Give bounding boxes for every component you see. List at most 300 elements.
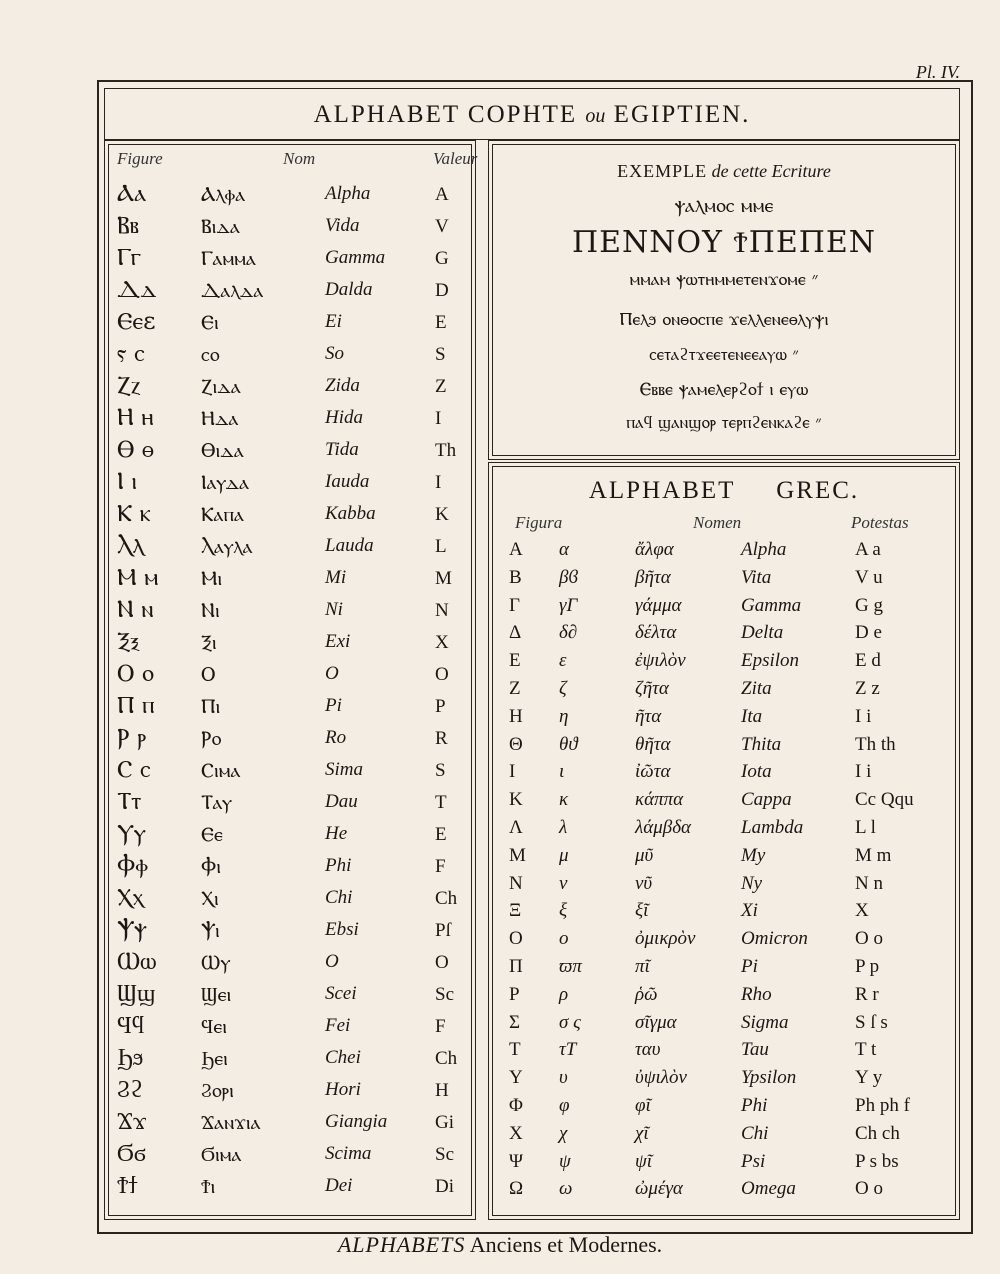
coptic-latin-name: Ro — [325, 727, 347, 748]
greek-name: ὀμικρὸν — [635, 928, 696, 950]
greek-potestas: L l — [855, 817, 876, 838]
coptic-value: D — [435, 280, 449, 301]
greek-minuscule: ε — [559, 650, 567, 672]
coptic-latin-name: He — [325, 823, 348, 844]
coptic-value: A — [435, 184, 449, 205]
coptic-figure: Ⲥ ⲥ — [117, 755, 151, 783]
coptic-name: Ⲫⲓ — [201, 854, 221, 878]
coptic-latin-name: Exi — [325, 631, 351, 652]
coptic-value: X — [435, 632, 449, 653]
coptic-row — [105, 339, 475, 371]
coptic-row — [105, 723, 475, 755]
coptic-figure: Ⲉⲉε — [117, 307, 156, 335]
coptic-row — [105, 691, 475, 723]
greek-name: πῖ — [635, 956, 650, 977]
greek-name: ψῖ — [635, 1150, 653, 1172]
greek-capital: Ψ — [509, 1150, 524, 1172]
coptic-value: Sc — [435, 984, 454, 1005]
greek-name: ὐψιλὸν — [635, 1067, 687, 1089]
coptic-name: Ⲱⲩ — [201, 950, 231, 974]
greek-capital: Ν — [509, 872, 523, 894]
coptic-row — [105, 627, 475, 659]
greek-latin-name: Ypsilon — [741, 1067, 797, 1089]
greek-capital: Σ — [509, 1011, 521, 1033]
greek-potestas: S ſ s — [855, 1011, 888, 1033]
greek-latin-name: Delta — [741, 622, 784, 644]
coptic-row — [105, 755, 475, 787]
coptic-latin-name: Hori — [325, 1079, 361, 1100]
coptic-figure: Ⲃⲃ — [117, 211, 139, 239]
greek-latin-name: Cappa — [741, 789, 792, 811]
coptic-row — [105, 275, 475, 307]
coptic-latin-name: Vida — [325, 215, 360, 236]
coptic-figure: Ϥϥ — [117, 1011, 145, 1039]
greek-name: ἐψιλὸν — [635, 650, 686, 672]
greek-minuscule: κ — [559, 789, 569, 811]
greek-latin-name: Rho — [741, 983, 772, 1005]
coptic-value: E — [435, 312, 447, 333]
title-rest: EGIPTIEN. — [613, 101, 751, 128]
greek-name: γάμμα — [635, 594, 682, 616]
coptic-value: I — [435, 472, 442, 493]
greek-latin-name: Zita — [741, 678, 772, 699]
greek-minuscule: γΓ — [559, 594, 578, 616]
coptic-latin-name: Scima — [325, 1143, 372, 1164]
greek-latin-name: Lambda — [741, 817, 804, 838]
coptic-value: T — [435, 792, 447, 813]
example-line-6: Ⲉⲃⲃⲉ ⲯⲁⲙⲉⲗⲉⲣϩⲟϯ ⲓ ⲉⲩⲱ — [639, 379, 809, 400]
coptic-value: H — [435, 1080, 449, 1101]
coptic-header-nom: Nom — [283, 149, 316, 168]
coptic-figure: Ϧϧ — [117, 1043, 144, 1071]
greek-capital: Υ — [509, 1067, 523, 1089]
greek-capital: Ι — [509, 761, 516, 783]
coptic-figure: Ⲕ ⲕ — [117, 499, 151, 527]
greek-name: λάμβδα — [635, 817, 692, 838]
coptic-row — [105, 499, 475, 531]
greek-latin-name: Vita — [741, 566, 772, 588]
coptic-name: Ⲭⲓ — [201, 886, 219, 910]
coptic-name: Ⲙⲓ — [201, 566, 223, 590]
greek-potestas: Ch ch — [855, 1122, 900, 1144]
coptic-figure: Ⲏ ⲏ — [117, 403, 154, 431]
greek-minuscule: η — [559, 705, 569, 727]
greek-minuscule: δ∂ — [559, 622, 578, 644]
greek-latin-name: My — [741, 844, 766, 866]
greek-name: φῖ — [635, 1095, 651, 1116]
coptic-figure: Ⲟ ⲟ — [117, 659, 154, 687]
coptic-latin-name: Chi — [325, 887, 353, 908]
coptic-name: Ⲣⲟ — [201, 726, 222, 750]
greek-potestas: D e — [855, 622, 882, 644]
coptic-name: Ⲁⲗⲫⲁ — [201, 182, 246, 206]
coptic-name: Ⲛⲓ — [201, 598, 220, 622]
coptic-name: Ⲥⲓⲙⲁ — [201, 758, 241, 782]
greek-minuscule: ξ — [559, 900, 568, 922]
coptic-value: Di — [435, 1176, 454, 1197]
coptic-figure: Ⲗⲗ — [117, 531, 144, 559]
greek-potestas: O o — [855, 928, 883, 950]
coptic-latin-name: Lauda — [325, 535, 374, 556]
coptic-name: Ⲝⲓ — [201, 630, 217, 654]
greek-capital: Λ — [509, 817, 523, 838]
greek-latin-name: Tau — [741, 1039, 769, 1061]
coptic-latin-name: Zida — [325, 375, 360, 396]
coptic-name: Ⲍⲓⲇⲁ — [201, 374, 241, 398]
coptic-figure: Ϩϩ — [117, 1075, 144, 1103]
coptic-name: Ⲕⲁⲡⲁ — [201, 502, 244, 526]
coptic-row — [105, 211, 475, 243]
coptic-figure: Ⲛ ⲛ — [117, 595, 154, 623]
coptic-name: Ⲉⲓ — [201, 310, 219, 334]
coptic-value: Gi — [435, 1112, 454, 1133]
greek-latin-name: Epsilon — [741, 650, 800, 672]
greek-name: ὠμέγα — [635, 1178, 683, 1200]
coptic-row — [105, 883, 475, 915]
greek-potestas: R r — [855, 983, 879, 1005]
greek-name: βῆτα — [635, 566, 671, 588]
greek-potestas: E d — [855, 650, 881, 672]
coptic-row — [105, 1011, 475, 1043]
title-main: ALPHABET COPHTE — [313, 101, 578, 128]
coptic-row — [105, 307, 475, 339]
greek-minuscule: α — [559, 539, 569, 560]
greek-minuscule: χ — [559, 1122, 568, 1144]
greek-minuscule: ι — [559, 761, 565, 783]
coptic-row — [105, 851, 475, 883]
coptic-value: I — [435, 408, 442, 429]
coptic-value: M — [435, 568, 452, 589]
coptic-panel — [104, 140, 476, 1220]
greek-potestas: Cc Qqu — [855, 789, 914, 811]
coptic-figure: Ⲅⲅ — [117, 243, 142, 271]
greek-name: ἄλφα — [635, 539, 674, 560]
greek-potestas: A a — [855, 539, 881, 560]
coptic-figure: Ⲩⲩ — [117, 819, 146, 847]
coptic-figure: Ⲓ ⲓ — [117, 467, 138, 495]
greek-potestas: P s bs — [855, 1150, 899, 1172]
coptic-figure: Ϫϫ — [117, 1107, 147, 1135]
footer-b: Anciens et Modernes. — [469, 1232, 663, 1257]
coptic-figure: Ϭϭ — [117, 1139, 146, 1167]
greek-header-potestas: Potestas — [851, 513, 909, 532]
greek-name: ἰῶτα — [635, 761, 671, 783]
coptic-latin-name: Tida — [325, 439, 359, 460]
greek-name: δέλτα — [635, 622, 677, 644]
greek-capital: Π — [509, 956, 523, 977]
coptic-value: V — [435, 216, 449, 237]
greek-minuscule: ϖπ — [559, 956, 582, 977]
greek-capital: Ρ — [509, 983, 520, 1005]
greek-latin-name: Ita — [741, 705, 763, 727]
greek-header-figura: Figura — [515, 513, 563, 532]
coptic-name: Ⲉⲉ — [201, 822, 223, 846]
coptic-figure: Ⲣ ⲣ — [117, 723, 147, 751]
greek-potestas: M m — [855, 844, 892, 866]
greek-capital: Δ — [509, 622, 522, 644]
greek-latin-name: Chi — [741, 1122, 769, 1144]
example-line-1: ⲯⲁⲗⲙⲟⲥ ⲙⲙⲉ — [674, 193, 774, 217]
greek-latin-name: Omicron — [741, 928, 808, 950]
greek-name: ταυ — [635, 1039, 661, 1061]
greek-latin-name: Sigma — [741, 1011, 789, 1033]
coptic-figure: Ⲧⲧ — [117, 787, 142, 815]
greek-capital: Χ — [509, 1122, 523, 1144]
greek-potestas: O o — [855, 1178, 883, 1200]
coptic-name: Ⲅⲁⲙⲙⲁ — [201, 246, 256, 270]
greek-minuscule: ν — [559, 872, 568, 894]
coptic-row — [105, 947, 475, 979]
coptic-name: Ϯⲓ — [201, 1174, 216, 1198]
coptic-name: Ϧⲉⲓ — [201, 1046, 228, 1070]
coptic-value: O — [435, 664, 449, 685]
coptic-figure: Ϯϯ — [117, 1171, 138, 1199]
coptic-latin-name: Mi — [325, 567, 347, 588]
coptic-figure: ⲋ ⲥ — [117, 339, 145, 367]
example-line-2: ΠΕΝΝΟΥ ϮΠΕΠΕΝ — [571, 225, 877, 260]
coptic-value: G — [435, 248, 449, 269]
coptic-row — [105, 467, 475, 499]
coptic-figure: Ⲭⲭ — [117, 883, 144, 911]
greek-latin-name: Alpha — [741, 539, 787, 560]
coptic-value: S — [435, 760, 446, 781]
coptic-value: P — [435, 696, 446, 717]
coptic-figure: Ⲡ ⲡ — [117, 691, 155, 719]
greek-potestas: Ph ph f — [855, 1095, 910, 1116]
coptic-name: Ⲓⲁⲩⲇⲁ — [201, 470, 250, 494]
coptic-latin-name: So — [325, 343, 344, 364]
coptic-latin-name: Ebsi — [325, 919, 359, 940]
coptic-row — [105, 1043, 475, 1075]
coptic-latin-name: Ni — [325, 599, 343, 620]
example-panel — [488, 140, 960, 460]
coptic-row — [105, 979, 475, 1011]
greek-row — [489, 1178, 959, 1210]
greek-name: σῖγμα — [635, 1011, 677, 1033]
greek-capital: Γ — [509, 594, 520, 616]
greek-potestas: X — [855, 900, 869, 922]
coptic-name: Ⲡⲓ — [201, 694, 221, 718]
coptic-name: Ⲟ — [201, 662, 216, 686]
coptic-name: Ⲏⲇⲁ — [201, 406, 239, 430]
greek-minuscule: βϐ — [559, 566, 578, 588]
greek-potestas: N n — [855, 872, 883, 894]
title-ou: ou — [585, 105, 606, 127]
greek-capital: Ζ — [509, 678, 521, 699]
greek-capital: Β — [509, 566, 522, 588]
greek-name: ξῖ — [635, 900, 649, 922]
coptic-latin-name: Sima — [325, 759, 363, 780]
coptic-figure: Ⲁⲁ — [117, 179, 147, 207]
coptic-latin-name: Chei — [325, 1047, 361, 1068]
coptic-name: Ϩⲟⲣⲓ — [201, 1078, 234, 1102]
coptic-value: Th — [435, 440, 457, 461]
coptic-name: Ⲑⲓⲇⲁ — [201, 438, 244, 462]
coptic-title — [104, 88, 960, 140]
coptic-latin-name: Kabba — [325, 503, 376, 524]
greek-name: κάππα — [635, 789, 684, 811]
coptic-figure: Ⲙ ⲙ — [117, 563, 159, 591]
greek-minuscule: υ — [559, 1067, 568, 1089]
greek-capital: Μ — [509, 844, 526, 866]
coptic-value: F — [435, 856, 446, 877]
greek-panel — [488, 462, 960, 1220]
coptic-value: S — [435, 344, 446, 365]
coptic-header-valeur: Valeur — [433, 149, 478, 168]
greek-capital: Τ — [509, 1039, 521, 1061]
plate-number: Pl. IV. — [915, 62, 960, 82]
greek-potestas: Y y — [855, 1067, 883, 1089]
coptic-figure: Ⲫⲫ — [117, 851, 149, 879]
coptic-figure: Ⲝⲝ — [117, 627, 140, 655]
coptic-latin-name: Dalda — [325, 279, 373, 300]
coptic-figure: Ⲇⲇ — [117, 275, 157, 303]
greek-capital: Ε — [509, 650, 521, 672]
coptic-latin-name: O — [325, 951, 339, 972]
coptic-row — [105, 595, 475, 627]
coptic-latin-name: Scei — [325, 983, 357, 1004]
coptic-value: L — [435, 536, 447, 557]
coptic-row — [105, 403, 475, 435]
coptic-value: Ch — [435, 1048, 458, 1069]
greek-title: ALPHABET GREC. — [588, 477, 860, 504]
coptic-name: Ⲃⲓⲇⲁ — [201, 214, 240, 238]
coptic-latin-name: Pi — [325, 695, 342, 716]
coptic-row — [105, 819, 475, 851]
greek-header-nomen: Nomen — [693, 513, 742, 532]
example-heading — [489, 161, 959, 182]
greek-potestas: I i — [855, 761, 872, 783]
example-line-4: Ⲡⲉⲗϧ ⲟⲛⲑⲟⲥⲡⲉ ϫⲉⲗⲗⲉⲛⲉⲑⲗⲩⲯⲓ — [619, 309, 829, 330]
footer-a: ALPHABETS — [337, 1232, 466, 1257]
coptic-row — [105, 787, 475, 819]
greek-minuscule: ρ — [559, 983, 569, 1005]
coptic-value: K — [435, 504, 449, 525]
greek-name: ῥῶ — [635, 983, 658, 1005]
coptic-latin-name: Hida — [325, 407, 363, 428]
greek-minuscule: θϑ — [559, 733, 578, 755]
coptic-name: Ϫⲁⲛϫⲓⲁ — [201, 1110, 261, 1134]
greek-minuscule: ζ — [559, 678, 567, 699]
coptic-figure: Ϣϣ — [117, 979, 156, 1007]
greek-minuscule: μ — [559, 844, 569, 866]
greek-latin-name: Phi — [741, 1095, 768, 1116]
plate-footer — [0, 1232, 1000, 1258]
coptic-value: O — [435, 952, 449, 973]
greek-capital: Θ — [509, 733, 523, 755]
coptic-latin-name: Ei — [325, 311, 342, 332]
greek-potestas: T t — [855, 1039, 877, 1061]
coptic-name: ⲥⲟ — [201, 342, 220, 366]
greek-latin-name: Gamma — [741, 594, 802, 616]
coptic-name: Ϥⲉⲓ — [201, 1014, 227, 1038]
greek-name: μῦ — [635, 844, 654, 866]
greek-capital: Κ — [509, 789, 523, 811]
coptic-figure: Ⲍⲍ — [117, 371, 141, 399]
greek-latin-name: Omega — [741, 1178, 796, 1200]
coptic-row — [105, 915, 475, 947]
coptic-name: Ⲯⲓ — [201, 918, 220, 942]
greek-potestas: P p — [855, 956, 880, 977]
greek-capital: Φ — [509, 1095, 523, 1116]
coptic-row — [105, 1171, 475, 1203]
coptic-row — [105, 659, 475, 691]
example-line-3: ⲙⲙⲁⲙ ⲯⲱⲧⲏⲙⲙⲉⲧⲉⲛϫⲟⲙⲉ ״ — [629, 269, 819, 290]
coptic-latin-name: Giangia — [325, 1111, 388, 1132]
greek-latin-name: Xi — [741, 900, 758, 922]
coptic-value: N — [435, 600, 449, 621]
coptic-latin-name: Dei — [325, 1175, 353, 1196]
example-panel-inner-border — [492, 144, 956, 456]
coptic-row — [105, 243, 475, 275]
coptic-name: Ⲗⲁⲩⲗⲁ — [201, 534, 253, 558]
coptic-value: E — [435, 824, 447, 845]
example-line-5: ⲥⲉⲧⲁϩⲧϫⲉⲉⲧⲉⲛⲉⲉⲁⲩⲱ ״ — [649, 345, 799, 365]
coptic-value: F — [435, 1016, 446, 1037]
coptic-latin-name: Gamma — [325, 247, 386, 268]
greek-potestas: I i — [855, 705, 872, 727]
coptic-value: R — [435, 728, 448, 749]
coptic-figure: Ⲑ ⲑ — [117, 435, 154, 463]
coptic-value: Ch — [435, 888, 458, 909]
greek-capital: Η — [509, 705, 523, 727]
greek-minuscule: ο — [559, 928, 569, 950]
greek-capital: Ο — [509, 928, 523, 950]
coptic-latin-name: Iauda — [325, 471, 370, 492]
greek-capital: Α — [509, 539, 523, 560]
greek-latin-name: Iota — [741, 761, 772, 783]
coptic-row — [105, 371, 475, 403]
example-heading-b: de cette Ecriture — [711, 161, 831, 181]
coptic-header-figure: Figure — [117, 149, 163, 168]
greek-minuscule: φ — [559, 1095, 570, 1116]
coptic-name: Ϭⲓⲙⲁ — [201, 1142, 242, 1166]
coptic-row — [105, 1107, 475, 1139]
coptic-value: Z — [435, 376, 447, 397]
greek-latin-name: Thita — [741, 733, 782, 755]
coptic-name: Ⲇⲁⲗⲇⲁ — [201, 278, 264, 302]
coptic-latin-name: Phi — [325, 855, 352, 876]
coptic-value: Pſ — [435, 920, 451, 941]
greek-name: θῆτα — [635, 733, 671, 755]
coptic-latin-name: Alpha — [325, 183, 371, 204]
coptic-name: Ϣⲉⲓ — [201, 982, 232, 1006]
greek-minuscule: λ — [559, 817, 568, 838]
greek-name: νῦ — [635, 872, 653, 894]
coptic-latin-name: O — [325, 663, 339, 684]
greek-potestas: Z z — [855, 678, 880, 699]
coptic-figure: Ⲱⲱ — [117, 947, 157, 975]
greek-minuscule: ω — [559, 1178, 573, 1200]
greek-capital: Ω — [509, 1178, 524, 1200]
coptic-latin-name: Dau — [325, 791, 358, 812]
greek-name: ῆτα — [635, 705, 662, 727]
coptic-row — [105, 435, 475, 467]
greek-minuscule: τΤ — [559, 1039, 577, 1061]
greek-name: ζῆτα — [635, 678, 669, 699]
greek-latin-name: Ny — [741, 872, 763, 894]
example-line-7: ⲡⲁϥ ϣⲁⲛϣⲟⲣ ⲧⲉⲣⲡϩⲉⲛⲕⲁϩⲉ ״ — [626, 413, 822, 433]
greek-potestas: G g — [855, 594, 883, 616]
greek-potestas: Th th — [855, 733, 896, 755]
greek-latin-name: Psi — [741, 1150, 766, 1172]
greek-potestas: V u — [855, 566, 883, 588]
greek-minuscule: σ ς — [559, 1011, 581, 1033]
coptic-row — [105, 563, 475, 595]
greek-name: χῖ — [635, 1122, 649, 1144]
coptic-name: Ⲧⲁⲩ — [201, 790, 233, 814]
greek-capital: Ξ — [509, 900, 522, 922]
